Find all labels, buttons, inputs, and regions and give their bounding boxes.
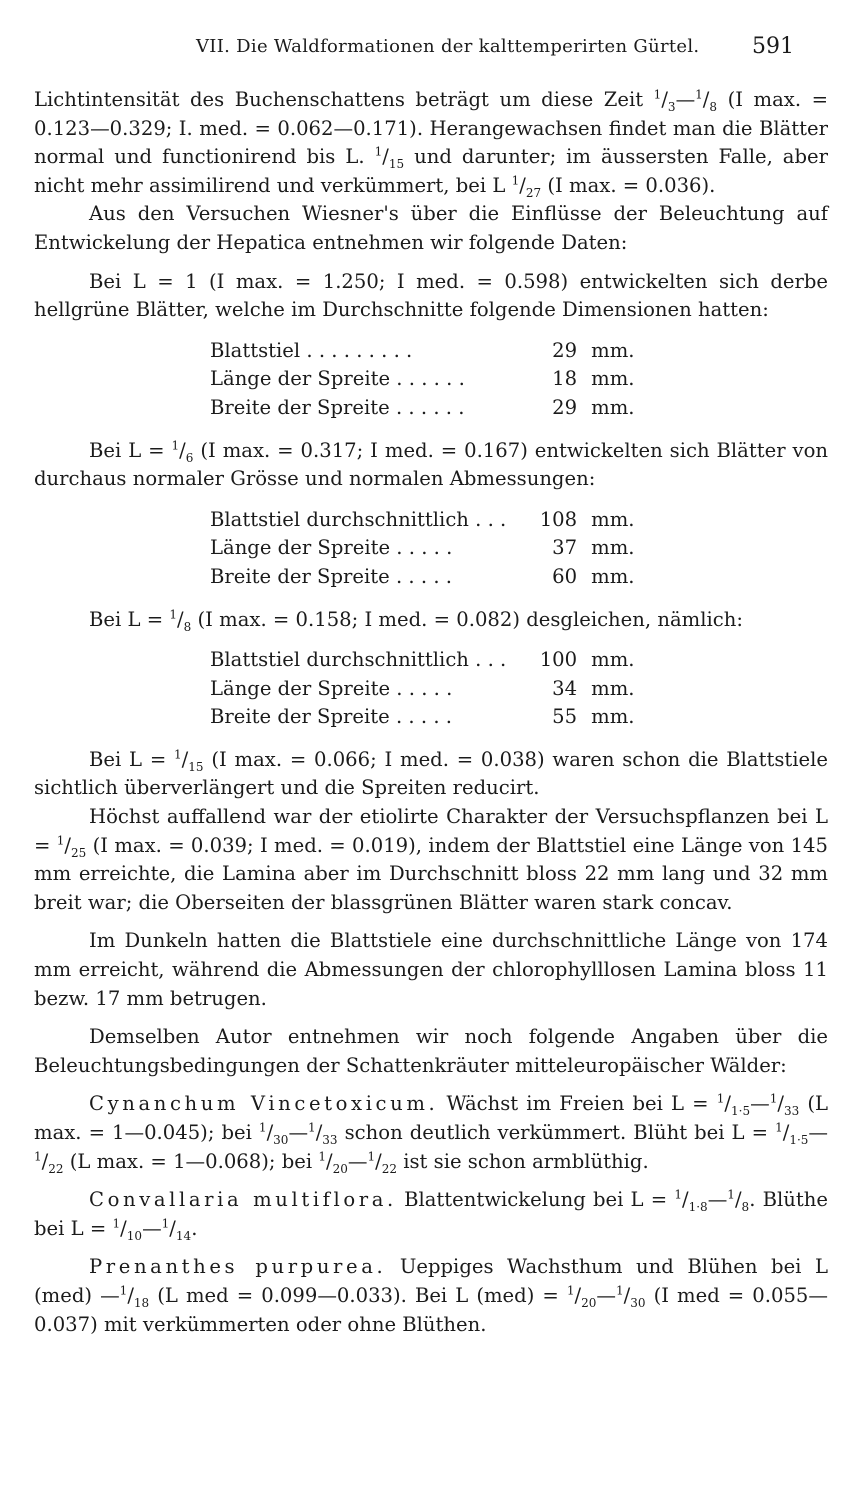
- table-row: [210, 563, 650, 592]
- species-name: Prenanthes purpurea.: [89, 1255, 387, 1279]
- dimension-unit: mm.: [591, 395, 635, 419]
- fraction: $^1/_{1\cdot 5}$: [716, 1091, 751, 1119]
- fraction: $^1/_{1\cdot 5}$: [775, 1120, 809, 1147]
- text-run: (I max. = 0.158; I med. = 0.082) desgleichen, nämlich:: [197, 607, 743, 631]
- text-run: (L max. = 1—0.068); bei: [69, 1149, 313, 1173]
- fraction: $^1/_3$: [653, 87, 676, 114]
- paragraph-bei-l-1: [34, 268, 828, 325]
- text-run: (I med = 0.055—0.037) mit verkümmerten oder ohne Blüthen.: [34, 1283, 828, 1336]
- dimension-value: 60: [552, 564, 578, 588]
- fraction: $^1/_{30}$: [616, 1283, 646, 1310]
- text-run: Lichtintensität des Buchenschattens beträgt um diese Zeit: [34, 88, 644, 111]
- fraction: $^1/_{10}$: [112, 1216, 143, 1243]
- text-run: schon deutlich verkümmert. Blüht bei L =: [344, 1121, 769, 1144]
- dimension-value: 37: [552, 536, 578, 560]
- fraction: $^1/_{30}$: [258, 1120, 289, 1147]
- dimension-unit: mm.: [591, 338, 635, 362]
- fraction: $^1/_{15}$: [374, 144, 405, 172]
- dimension-value: 29: [552, 395, 578, 419]
- fraction: $^1/_{1\cdot 8}$: [674, 1187, 708, 1215]
- dimension-value: 34: [552, 676, 578, 700]
- dimension-table-3: [210, 646, 650, 732]
- fraction: $^1/_{15}$: [174, 747, 204, 774]
- dimension-value: 29: [552, 338, 578, 362]
- text-run: (I max. = 0.123—0.329; I. med. = 0.062—0.171). Herangewachsen findet man die Blätter normal und functionirend bis L.: [34, 88, 829, 169]
- text-run: Bei L = 1 (I max. = 1.250; I med. = 0.598) entwickelten sich derbe hellgrüne Blätter, welche im Durchschnitte folgende Dimensionen hatten:: [34, 269, 828, 322]
- fraction: $^1/_{33}$: [769, 1091, 800, 1119]
- running-head: [0, 36, 850, 64]
- text-run: (L med = 0.099—0.033). Bei L (med) =: [157, 1283, 559, 1307]
- text-run: Ueppiges Wachsthum und Blühen bei L (med): [34, 1255, 828, 1307]
- fraction: $^1/_{22}$: [367, 1149, 397, 1176]
- text-run: Bei L =: [89, 747, 167, 771]
- species-name: Convallaria multiflora.: [89, 1188, 397, 1212]
- fraction: $^1/_{20}$: [566, 1283, 597, 1310]
- dimension-unit: mm.: [591, 705, 635, 729]
- fraction: $^1/_8$: [727, 1187, 750, 1215]
- text-run: (I max. = 0.317; I med. = 0.167) entwickelten sich Blätter von durchaus normaler Grösse und normalen Abmessungen:: [34, 438, 828, 491]
- text-run: Bei L =: [89, 607, 164, 631]
- fraction: $^1/_8$: [169, 606, 192, 634]
- dimension-unit: mm.: [591, 564, 635, 588]
- paragraph-etiolated: [34, 803, 828, 917]
- table-row: [210, 703, 650, 732]
- table-row: [210, 365, 650, 394]
- page-number: 591: [752, 34, 794, 59]
- dimension-label: Blattstiel . . . . . . . . .: [210, 338, 413, 362]
- species-name: Cynanchum Vincetoxicum.: [89, 1092, 439, 1116]
- dimension-label: Länge der Spreite . . . . .: [210, 676, 453, 700]
- paragraph-light-intensity: Lichtintensität des Buchenschattens beträgt um diese Zeit $^1/_3—^1/_8$ (I max. = 0.123—0.329; I. med. = 0.062—0.171). Herangewachsen findet man die Blätter normal und functionirend bis L. $^1/_{15}$ und darunter; im äussersten Falle, aber nicht mehr assimilirend und verkümmert, bei L $^1/_{27}$ (I max. = 0.036).: [34, 87, 829, 200]
- dimension-unit: mm.: [591, 507, 635, 531]
- text-run: (I max. = 0.039; I med. = 0.019), indem der Blattstiel eine Länge von 145 mm erreichte, die Lamina aber im Durchschnitt bloss 22 mm lang und 32 mm breit war; die Oberseiten der blassgrünen Blätter waren stark concav.: [34, 833, 828, 914]
- dimension-table-2: [210, 506, 650, 592]
- text-run: Bei L =: [89, 438, 165, 462]
- table-row: [210, 394, 650, 423]
- dimension-value: 18: [552, 367, 578, 391]
- fraction: $^1/_{22}$: [34, 1149, 64, 1176]
- dimension-unit: mm.: [591, 367, 635, 391]
- dimension-label: Länge der Spreite . . . . .: [210, 536, 453, 560]
- fraction: $^1/_{25}$: [56, 833, 87, 860]
- text-run: Blattentwickelung bei L =: [404, 1188, 668, 1212]
- dimension-table-1: [210, 337, 650, 423]
- running-title: VII. Die Waldformationen der kalttemperirten Gürtel.: [196, 36, 700, 57]
- text-run: ist sie schon armblüthig.: [403, 1149, 649, 1173]
- dimension-label: Blattstiel durchschnittlich . . .: [210, 507, 507, 531]
- table-row: [210, 534, 650, 563]
- dimension-value: 108: [539, 507, 578, 531]
- text-run: (I max. = 0.036).: [547, 173, 716, 197]
- paragraph-cynanchum: Cynanchum Vincetoxicum. Wächst im Freien bei $L = ^1/_{1\cdot 5}—^1/_{33}$ (L max. = 1—0.045); bei $^1/_{30}—^1/_{33}$ schon deutlich verkümmert. Blüht bei $L = ^1/_{1\cdot 5}—^1/_{22}$ (L max. = 1—0.068); bei $^1/_{20}—^1/_{22}$ ist sie schon armblüthig.: [34, 1091, 829, 1176]
- fraction: $^1/_{33}$: [308, 1120, 338, 1147]
- dimension-unit: mm.: [591, 676, 635, 700]
- dimension-unit: mm.: [591, 648, 635, 672]
- text-run: Wächst im Freien bei L =: [446, 1092, 709, 1116]
- dimension-unit: mm.: [591, 536, 635, 560]
- dimension-label: Breite der Spreite . . . . .: [210, 705, 453, 729]
- paragraph-prenanthes: Prenanthes purpurea. Ueppiges Wachsthum und Blühen bei L (med) $—^1/_{18}$ (L med = 0.099—0.033). Bei L $(med) = ^1/_{20}—^1/_{30}$ (I med = 0.055—0.037) mit verkümmerten oder ohne Blüthen.: [34, 1255, 828, 1336]
- text-run: Höchst auffallend war der etiolirte Charakter der Versuchspflanzen bei L =: [34, 805, 828, 857]
- table-row: [210, 675, 650, 704]
- dimension-value: 55: [552, 705, 578, 729]
- body-text: [34, 86, 828, 1339]
- table-row: [210, 337, 650, 366]
- dimension-label: Blattstiel durchschnittlich . . .: [210, 648, 507, 672]
- dimension-label: Breite der Spreite . . . . .: [210, 564, 453, 588]
- paragraph-darkness: Im Dunkeln hatten die Blattstiele eine durchschnittliche Länge von 174 mm erreicht, während die Abmessungen der chlorophylllosen Lamina bloss 11 bezw. 17 mm betrugen.: [34, 929, 828, 1010]
- fraction: $^1/_8$: [695, 87, 718, 114]
- text-run: (I max. = 0.066; I med. = 0.038) waren schon die Blattstiele sichtlich überverlängert und die Spreiten reducirt.: [34, 747, 828, 800]
- paragraph-author-data: Demselben Autor entnehmen wir noch folgende Angaben über die Beleuchtungsbedingungen der Schattenkräuter mitteleuropäischer Wälder:: [34, 1025, 828, 1077]
- paragraph-bei-l-sixth: [34, 437, 828, 494]
- dimension-value: 100: [539, 648, 578, 672]
- fraction: $^1/_{20}$: [318, 1149, 348, 1176]
- paragraph-wiesner-intro: Aus den Versuchen Wiesner's über die Einflüsse der Beleuchtung auf Entwickelung der Hepatica entnehmen wir folgende Daten:: [34, 202, 828, 254]
- fraction: $^1/_{27}$: [511, 173, 542, 200]
- dimension-label: Breite der Spreite . . . . . .: [210, 395, 465, 419]
- fraction: $^1/_{18}$: [119, 1283, 150, 1310]
- paragraph-bei-l-fifteenth: [34, 746, 828, 803]
- table-row: [210, 506, 650, 535]
- text-run: Blüthe bei L =: [34, 1188, 828, 1240]
- text-run: (L max. = 1—0.045); bei: [34, 1092, 829, 1144]
- fraction: $^1/_6$: [171, 438, 194, 465]
- paragraph-bei-l-eighth: [34, 606, 828, 635]
- text-run: .: [191, 1216, 198, 1240]
- paragraph-convallaria: Convallaria multiflora. Blattentwickelung bei $L = ^1/_{1\cdot 8}—^1/_8$. Blüthe bei $L = ^1/_{10}—^1/_{14}$.: [34, 1187, 828, 1243]
- dimension-label: Länge der Spreite . . . . . .: [210, 367, 465, 391]
- fraction: $^1/_{14}$: [161, 1216, 192, 1243]
- text-run: und darunter; im äussersten Falle, aber nicht mehr assimilirend und verkümmert, bei L: [34, 145, 828, 197]
- table-row: [210, 646, 650, 675]
